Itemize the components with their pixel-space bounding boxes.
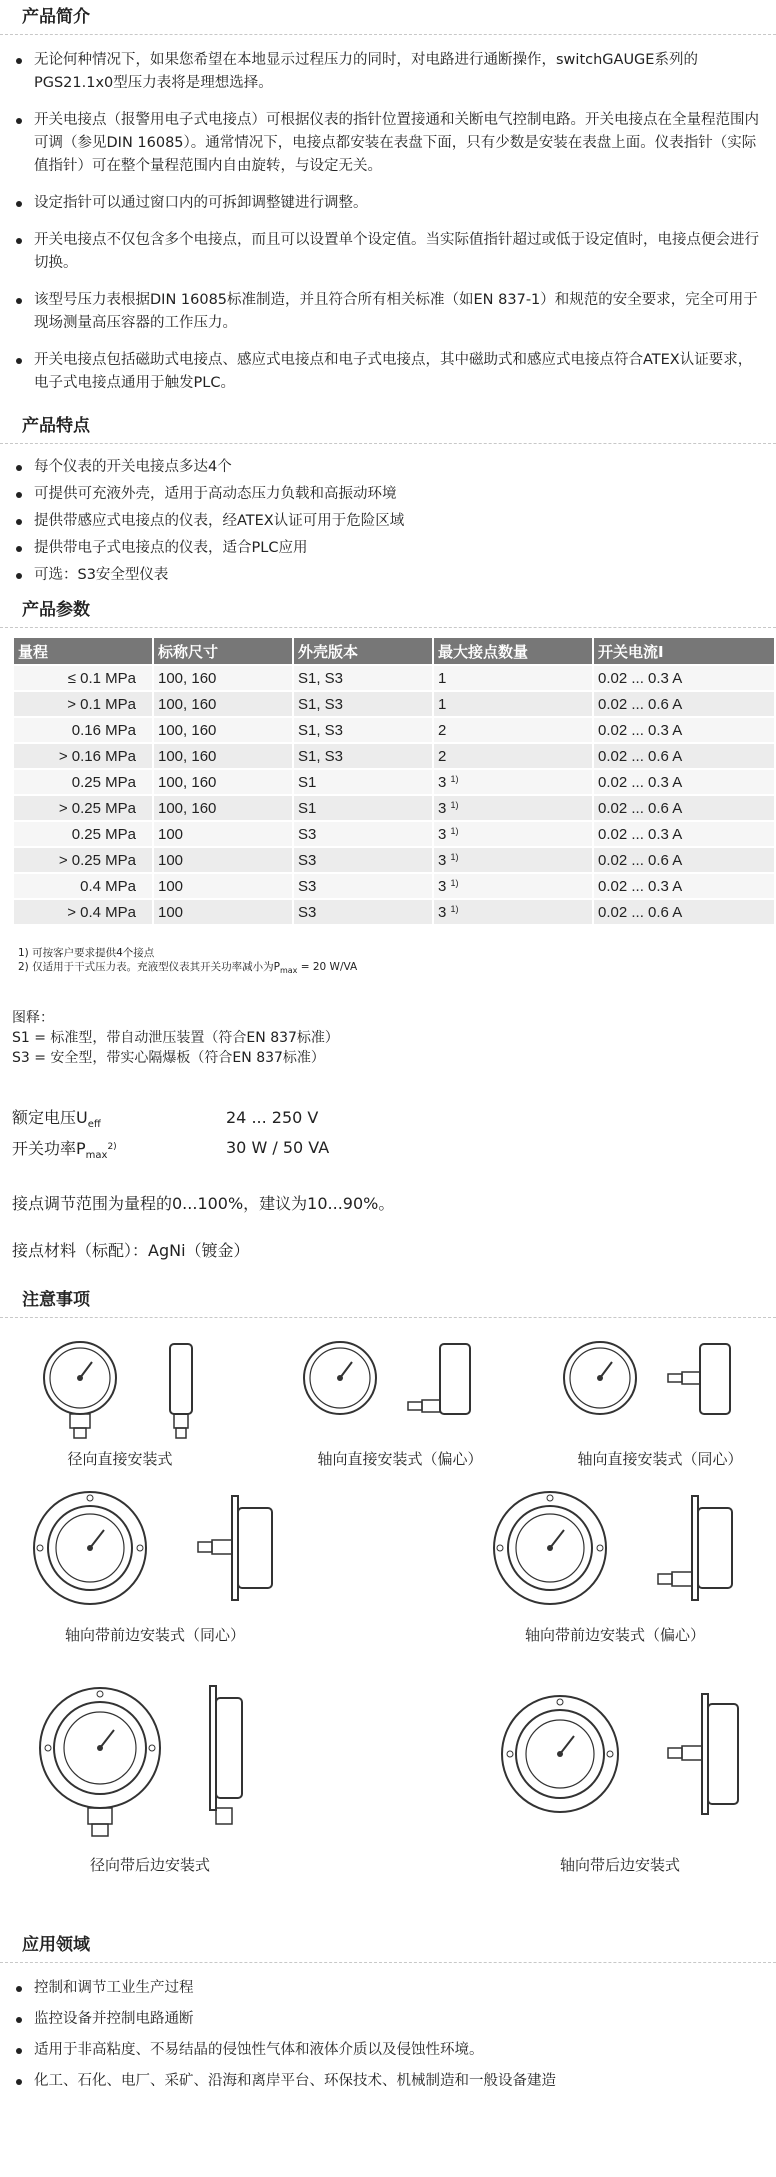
list-item: 可选：S3安全型仪表 — [14, 564, 766, 587]
mount-caption: 轴向带后边安装式 — [559, 1856, 680, 1875]
cell-case: S3 — [294, 848, 432, 872]
table-row — [14, 744, 774, 768]
legend — [0, 1008, 776, 1068]
cell-current: 0.02 ... 0.6 A — [594, 796, 774, 820]
cell-contacts: 3 $^{1)}$ — [434, 796, 592, 820]
cell-current: 0.02 ... 0.6 A — [594, 848, 774, 872]
voltage-row — [12, 1106, 776, 1136]
voltage-label: 额定电压$U_{eff}$ — [12, 1108, 101, 1131]
table-row — [14, 848, 774, 872]
cell-size: 100 — [154, 822, 292, 846]
mount-axial-front-concentric — [20, 1488, 290, 1645]
cell-current: 0.02 ... 0.3 A — [594, 718, 774, 742]
cell-contacts: 1 — [434, 692, 592, 716]
table-header-row — [14, 638, 774, 664]
mount-caption: 径向带后边安装式 — [89, 1856, 210, 1875]
power-row — [12, 1136, 776, 1167]
footnote-ref: 1) — [450, 903, 459, 914]
mount-caption: 轴向直接安装式（同心） — [577, 1450, 743, 1469]
cell-range: 0.16 MPa — [14, 718, 152, 742]
cell-size: 100 — [154, 848, 292, 872]
mount-axial-front-eccentric — [480, 1488, 750, 1645]
cell-range: > 0.4 MPa — [14, 900, 152, 924]
cell-current: 0.02 ... 0.3 A — [594, 822, 774, 846]
table-row — [14, 796, 774, 820]
cell-current: 0.02 ... 0.3 A — [594, 770, 774, 794]
footnote-ref: 1) — [450, 799, 459, 810]
table-row — [14, 692, 774, 716]
mount-radial-direct — [20, 1332, 220, 1469]
cell-case: S1 — [294, 796, 432, 820]
list-item: 提供带感应式电接点的仪表，经ATEX认证可用于危险区域 — [14, 510, 766, 533]
header-range: 量程 — [14, 638, 152, 664]
footnote-ref: 1) — [450, 825, 459, 836]
cell-contacts: 3 $^{1)}$ — [434, 900, 592, 924]
cell-size: 100 — [154, 900, 292, 924]
cell-case: S3 — [294, 874, 432, 898]
list-item: 适用于非高粘度、不易结晶的侵蚀性气体和液体介质以及侵蚀性环境。 — [14, 2039, 766, 2062]
cell-case: S1, S3 — [294, 692, 432, 716]
mount-caption: 轴向带前边安装式（同心） — [64, 1626, 245, 1645]
power-label: 开关功率$P_{max}^{2)}$ — [12, 1139, 117, 1162]
cell-case: S3 — [294, 900, 432, 924]
cell-range: > 0.16 MPa — [14, 744, 152, 768]
gauge-drawing-icon — [490, 1678, 750, 1848]
list-item: 开关电接点不仅包含多个电接点，而且可以设置单个设定值。当实际值指针超过或低于设定值时，电接点便会进行切换。 — [14, 229, 766, 275]
cell-size: 100, 160 — [154, 718, 292, 742]
list-item: 提供带电子式电接点的仪表，适合PLC应用 — [14, 537, 766, 560]
adjust-text: 接点调节范围为量程的0...100%，建议为10...90%。 — [12, 1194, 395, 1214]
list-item: 化工、石化、电厂、采矿、沿海和离岸平台、环保技术、机械制造和一般设备建造 — [14, 2070, 766, 2093]
material-text: 接点材料（标配）：AgNi（镀金） — [12, 1241, 250, 1261]
cell-current: 0.02 ... 0.6 A — [594, 744, 774, 768]
cell-case: S3 — [294, 822, 432, 846]
gauge-drawing-icon — [20, 1332, 220, 1442]
apps-list — [0, 1977, 776, 2093]
list-item: 可提供可充液外壳，适用于高动态压力负载和高振动环境 — [14, 483, 766, 506]
list-item: 每个仪表的开关电接点多达4个 — [14, 456, 766, 479]
header-contacts: 最大接点数量 — [434, 638, 592, 664]
cell-range: ≤ 0.1 MPa — [14, 666, 152, 690]
list-item: 该型号压力表根据DIN 16085标准制造，并且符合所有相关标准（如EN 837-1）和规范的安全要求，完全可用于现场测量高压容器的工作压力。 — [14, 289, 766, 335]
intro-title: 产品简介 — [0, 0, 776, 35]
list-item: 无论何种情况下，如果您希望在本地显示过程压力的同时，对电路进行通断操作，switchGAUGE系列的PGS21.1x0型压力表将是理想选择。 — [14, 49, 766, 95]
cell-current: 0.02 ... 0.6 A — [594, 900, 774, 924]
voltage-value: 24 ... 250 V — [226, 1108, 319, 1128]
gauge-drawing-icon — [30, 1678, 270, 1848]
table-row — [14, 666, 774, 690]
power-value: 30 W / 50 VA — [226, 1138, 330, 1158]
mounting-grid — [0, 1318, 776, 1928]
gauge-drawing-icon — [20, 1488, 290, 1618]
params-table — [12, 636, 776, 926]
mount-axial-rear — [490, 1678, 750, 1875]
note-2: 2) 仅适用于干式压力表。充液型仪表其开关功率减小为$P_{max} = 20$ W/VA — [18, 961, 358, 976]
params-title: 产品参数 — [0, 593, 776, 628]
features-title: 产品特点 — [0, 409, 776, 444]
cell-range: > 0.1 MPa — [14, 692, 152, 716]
mount-caption: 径向直接安装式 — [67, 1450, 173, 1469]
ratings — [0, 1106, 776, 1167]
table-row — [14, 718, 774, 742]
cell-size: 100 — [154, 874, 292, 898]
cell-current: 0.02 ... 0.6 A — [594, 692, 774, 716]
list-item: 开关电接点（报警用电子式电接点）可根据仪表的指针位置接通和关断电气控制电路。开关电接点在全量程范围内可调（参见DIN 16085）。通常情况下，电接点都安装在表盘下面，只有少数是安装在表盘上面。仪表指针（实际值指针）可在整个量程范围内自由旋转，与设定无关。 — [14, 109, 766, 178]
table-row — [14, 900, 774, 924]
cell-contacts: 3 $^{1)}$ — [434, 822, 592, 846]
footnote-ref: 1) — [450, 851, 459, 862]
cell-current: 0.02 ... 0.3 A — [594, 874, 774, 898]
header-current: 开关电流I — [594, 638, 774, 664]
note-1: 1) 可按客户要求提供4个接点 — [18, 947, 155, 959]
cell-range: 0.25 MPa — [14, 822, 152, 846]
cell-case: S1, S3 — [294, 718, 432, 742]
cell-contacts: 3 $^{1)}$ — [434, 770, 592, 794]
cell-case: S1 — [294, 770, 432, 794]
cell-case: S1, S3 — [294, 666, 432, 690]
cell-range: 0.4 MPa — [14, 874, 152, 898]
gauge-drawing-icon — [290, 1332, 510, 1442]
cell-range: > 0.25 MPa — [14, 796, 152, 820]
mount-radial-rear — [30, 1678, 270, 1875]
list-item: 控制和调节工业生产过程 — [14, 1977, 766, 2000]
gauge-drawing-icon — [480, 1488, 750, 1618]
cell-current: 0.02 ... 0.3 A — [594, 666, 774, 690]
features-list — [0, 456, 776, 587]
list-item: 监控设备并控制电路通断 — [14, 2008, 766, 2031]
cell-size: 100, 160 — [154, 666, 292, 690]
apps-title: 应用领域 — [0, 1928, 776, 1963]
table-row — [14, 770, 774, 794]
table-notes — [0, 946, 776, 978]
cell-size: 100, 160 — [154, 744, 292, 768]
list-item: 开关电接点包括磁助式电接点、感应式电接点和电子式电接点，其中磁助式和感应式电接点符合ATEX认证要求，电子式电接点通用于触发PLC。 — [14, 349, 766, 395]
cell-contacts: 3 $^{1)}$ — [434, 848, 592, 872]
cell-range: 0.25 MPa — [14, 770, 152, 794]
intro-list — [0, 49, 776, 395]
legend-s3: S3 = 安全型，带实心隔爆板（符合EN 837标准） — [12, 1050, 325, 1067]
cell-size: 100, 160 — [154, 692, 292, 716]
cell-contacts: 2 — [434, 718, 592, 742]
mount-caption: 轴向直接安装式（偏心） — [317, 1450, 483, 1469]
cell-contacts: 1 — [434, 666, 592, 690]
mount-axial-eccentric — [290, 1332, 510, 1469]
legend-s1: S1 = 标准型，带自动泄压装置（符合EN 837标准） — [12, 1030, 339, 1047]
list-item: 设定指针可以通过窗口内的可拆卸调整键进行调整。 — [14, 192, 766, 215]
footnote-ref: 1) — [450, 773, 459, 784]
legend-title: 图释： — [12, 1010, 54, 1027]
footnote-ref: 1) — [450, 877, 459, 888]
table-row — [14, 822, 774, 846]
mount-caption: 轴向带前边安装式（偏心） — [524, 1626, 705, 1645]
cell-size: 100, 160 — [154, 770, 292, 794]
mounting-title: 注意事项 — [0, 1283, 776, 1318]
mount-axial-concentric — [550, 1332, 770, 1469]
gauge-drawing-icon — [550, 1332, 770, 1442]
header-case: 外壳版本 — [294, 638, 432, 664]
cell-contacts: 2 — [434, 744, 592, 768]
cell-size: 100, 160 — [154, 796, 292, 820]
cell-case: S1, S3 — [294, 744, 432, 768]
cell-contacts: 3 $^{1)}$ — [434, 874, 592, 898]
table-row — [14, 874, 774, 898]
cell-range: > 0.25 MPa — [14, 848, 152, 872]
header-size: 标称尺寸 — [154, 638, 292, 664]
